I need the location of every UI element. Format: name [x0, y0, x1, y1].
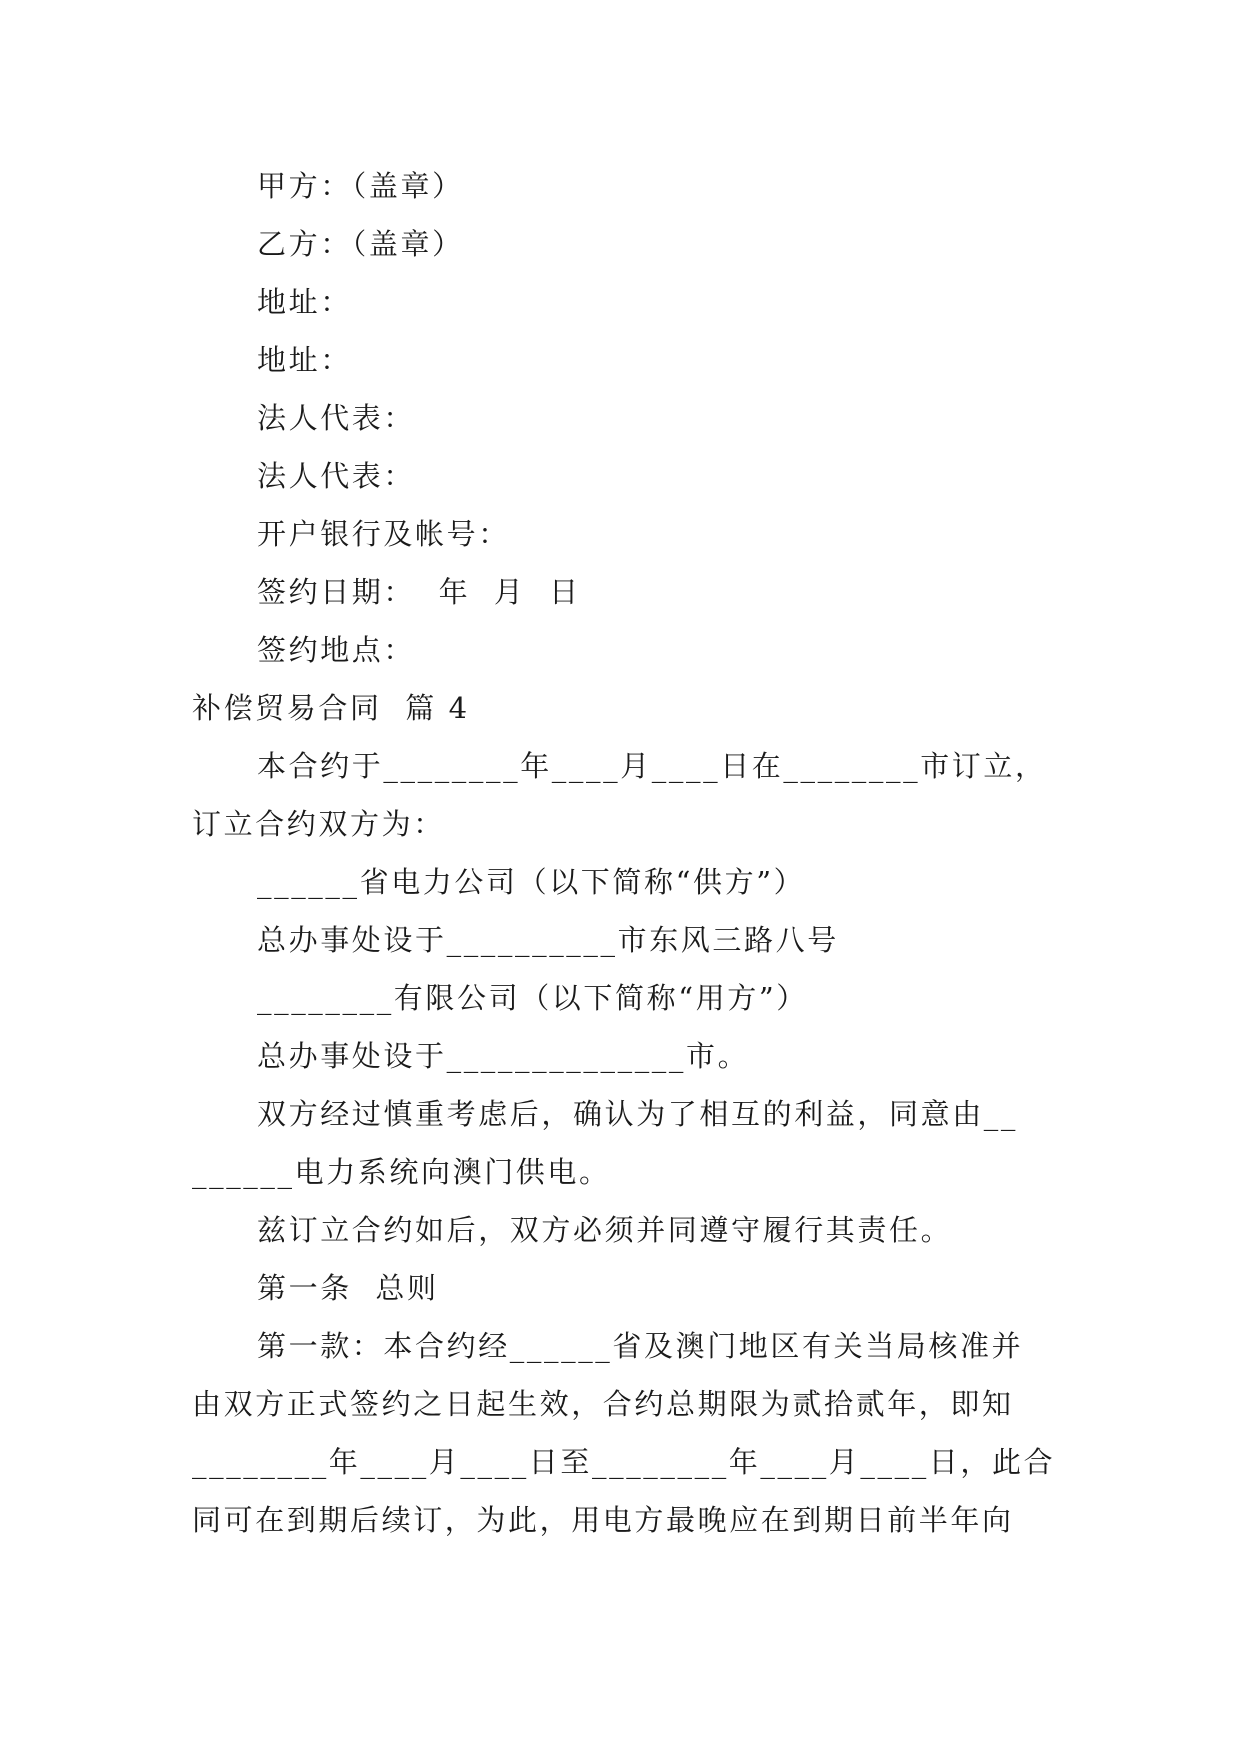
paragraph-line: ________有限公司（以下简称“用方”） — [257, 981, 808, 1015]
paragraph-line: 兹订立合约如后，双方必须并同遵守履行其责任。 — [257, 1213, 953, 1247]
paragraph-line: 第一款：本合约经______省及澳门地区有关当局核准并 — [257, 1329, 1024, 1363]
paragraph-line: 订立合约双方为： — [192, 807, 445, 841]
address-line-a: 地址： — [257, 285, 352, 319]
section-heading: 补偿贸易合同 篇 4 — [192, 691, 470, 725]
party-a-seal-line: 甲方：（盖章） — [257, 169, 464, 203]
paragraph-line: 同可在到期后续订，为此，用电方最晚应在到期日前半年向 — [192, 1503, 1014, 1537]
paragraph-line: 本合约于________年____月____日在________市订立， — [257, 749, 1047, 783]
legal-rep-line-b: 法人代表： — [257, 459, 416, 493]
signing-date-line: 签约日期： 年 月 日 — [257, 575, 581, 609]
paragraph-line: ______省电力公司（以下简称“供方”） — [257, 865, 806, 899]
party-b-seal-line: 乙方：（盖章） — [257, 227, 464, 261]
legal-rep-line-a: 法人代表： — [257, 401, 416, 435]
paragraph-line: 由双方正式签约之日起生效，合约总期限为贰拾贰年，即知 — [192, 1387, 1014, 1421]
paragraph-line: 双方经过慎重考虑后，确认为了相互的利益，同意由__ — [257, 1097, 1019, 1131]
address-line-b: 地址： — [257, 343, 352, 377]
paragraph-line: 总办事处设于______________市。 — [257, 1039, 750, 1073]
paragraph-line: 总办事处设于__________市东风三路八号 — [257, 923, 839, 957]
paragraph-line: ______电力系统向澳门供电。 — [192, 1155, 611, 1189]
signing-place-line: 签约地点： — [257, 633, 416, 667]
article-heading: 第一条 总则 — [257, 1271, 439, 1305]
bank-account-line: 开户银行及帐号： — [257, 517, 510, 551]
paragraph-line: ________年____月____日至________年____月____日，此合 — [192, 1445, 1056, 1479]
